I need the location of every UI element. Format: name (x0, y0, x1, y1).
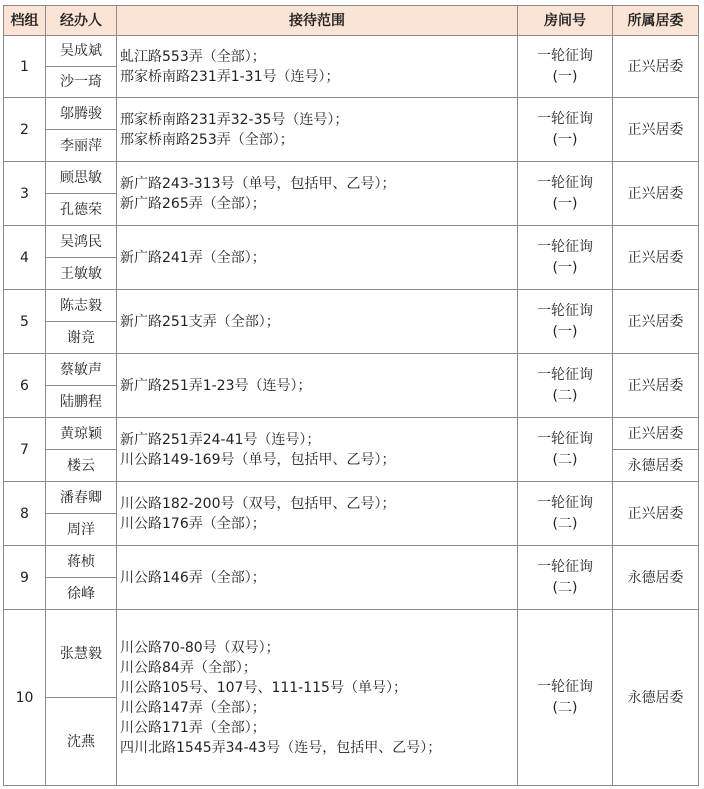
scope-line: 新广路243-313号（单号，包括甲、乙号）； (120, 175, 396, 192)
room-line: (二) (552, 515, 578, 532)
room-line: (二) (552, 699, 578, 716)
room-line: 一轮征询 (537, 366, 593, 383)
room-line: 一轮征询 (537, 238, 593, 255)
room-number (518, 354, 613, 418)
room-line: 一轮征询 (537, 47, 593, 64)
group-number: 9 (4, 546, 46, 610)
handler-name: 黄琼颖 (46, 418, 117, 450)
scope-line: 邢家桥南路231弄1-31号（连号）； (120, 68, 340, 85)
room-line: (一) (552, 195, 578, 212)
scope-line: 邢家桥南路253弄（全部）； (120, 131, 294, 148)
committee-name: 正兴居委 (613, 482, 699, 546)
handler-name: 张慧毅 (46, 610, 117, 698)
scope-line: 四川北路1545弄34-43号（连号，包括甲、乙号）； (120, 739, 442, 756)
room-line: (一) (552, 323, 578, 340)
scope-line: 新广路251弄24-41号（连号）； (120, 431, 321, 448)
handler-name: 王敏敏 (46, 258, 117, 290)
group-number: 5 (4, 290, 46, 354)
scope-line: 邢家桥南路231弄32-35号（连号）； (120, 111, 349, 128)
room-line: 一轮征询 (537, 110, 593, 127)
room-line: 一轮征询 (537, 174, 593, 191)
handler-name: 吴鸿民 (46, 226, 117, 258)
room-line: (二) (552, 579, 578, 596)
room-line: 一轮征询 (537, 494, 593, 511)
handler-name: 楼云 (46, 450, 117, 482)
room-number (518, 98, 613, 162)
room-line: (二) (552, 451, 578, 468)
header-group: 档组 (4, 6, 46, 36)
room-number (518, 610, 613, 786)
table-row (4, 546, 699, 578)
committee-name: 正兴居委 (613, 226, 699, 290)
group-number: 10 (4, 610, 46, 786)
handler-name: 李丽萍 (46, 130, 117, 162)
handler-name: 陆鹏程 (46, 386, 117, 418)
committee-name: 正兴居委 (613, 354, 699, 418)
table-row (4, 290, 699, 322)
room-line: (一) (552, 131, 578, 148)
handler-name: 蔡敏声 (46, 354, 117, 386)
reception-scope (117, 290, 518, 354)
group-number: 3 (4, 162, 46, 226)
scope-line: 川公路171弄（全部）； (120, 719, 266, 736)
group-number: 7 (4, 418, 46, 482)
handler-name: 陈志毅 (46, 290, 117, 322)
room-number (518, 290, 613, 354)
committee-name: 正兴居委 (613, 98, 699, 162)
scope-line: 川公路147弄（全部）； (120, 699, 266, 716)
room-line: (二) (552, 387, 578, 404)
room-line: 一轮征询 (537, 430, 593, 447)
committee-name: 正兴居委 (613, 290, 699, 354)
room-number (518, 418, 613, 482)
header-committee: 所属居委 (613, 6, 699, 36)
table-row (4, 162, 699, 194)
header-handler: 经办人 (46, 6, 117, 36)
header-scope: 接待范围 (117, 6, 518, 36)
room-line: 一轮征询 (537, 558, 593, 575)
reception-scope (117, 610, 518, 786)
reception-scope (117, 482, 518, 546)
reception-scope (117, 98, 518, 162)
reception-scope (117, 226, 518, 290)
group-number: 1 (4, 36, 46, 98)
handler-name: 谢竞 (46, 322, 117, 354)
handler-name: 沈燕 (46, 698, 117, 786)
handler-name: 徐峰 (46, 578, 117, 610)
scope-line: 新广路241弄（全部）； (120, 249, 266, 266)
table-row (4, 482, 699, 514)
scope-line: 川公路146弄（全部）； (120, 569, 266, 586)
room-number (518, 226, 613, 290)
room-line: 一轮征询 (537, 302, 593, 319)
scope-line: 新广路251支弄（全部）； (120, 313, 280, 330)
committee-name: 永德居委 (613, 610, 699, 786)
scope-line: 川公路176弄（全部）； (120, 515, 266, 532)
reception-scope (117, 162, 518, 226)
scope-line: 新广路265弄（全部）； (120, 195, 266, 212)
room-line: (一) (552, 259, 578, 276)
room-line: (一) (552, 68, 578, 85)
reception-scope (117, 36, 518, 98)
reception-scope (117, 546, 518, 610)
scope-line: 川公路149-169号（单号，包括甲、乙号）； (120, 451, 396, 468)
header-room: 房间号 (518, 6, 613, 36)
table-row (4, 354, 699, 386)
handler-name: 孔德荣 (46, 194, 117, 226)
room-line: 一轮征询 (537, 678, 593, 695)
scope-line: 新广路251弄1-23号（连号）； (120, 377, 312, 394)
table-row (4, 610, 699, 698)
reception-table (3, 5, 699, 786)
group-number: 2 (4, 98, 46, 162)
handler-name: 沙一琦 (46, 67, 117, 98)
committee-name: 永德居委 (613, 546, 699, 610)
handler-name: 邬腾骏 (46, 98, 117, 130)
room-number (518, 162, 613, 226)
scope-line: 川公路105号、107号、111-115号（单号）； (120, 679, 407, 696)
room-number (518, 546, 613, 610)
group-number: 6 (4, 354, 46, 418)
reception-scope (117, 418, 518, 482)
handler-name: 潘春卿 (46, 482, 117, 514)
handler-name: 顾思敏 (46, 162, 117, 194)
committee-name: 正兴居委 (613, 418, 699, 450)
handler-name: 周洋 (46, 514, 117, 546)
reception-scope (117, 354, 518, 418)
handler-name: 蒋桢 (46, 546, 117, 578)
table-row (4, 418, 699, 450)
group-number: 8 (4, 482, 46, 546)
group-number: 4 (4, 226, 46, 290)
committee-name: 正兴居委 (613, 36, 699, 98)
table-row (4, 36, 699, 67)
room-number (518, 482, 613, 546)
table-row (4, 226, 699, 258)
scope-line: 川公路84弄（全部）； (120, 659, 257, 676)
committee-name: 永德居委 (613, 450, 699, 482)
scope-line: 川公路70-80号（双号）； (120, 639, 280, 656)
committee-name: 正兴居委 (613, 162, 699, 226)
scope-line: 虬江路553弄（全部）； (120, 48, 266, 65)
header-row (4, 6, 699, 36)
room-number (518, 36, 613, 98)
table-row (4, 98, 699, 130)
handler-name: 吴成斌 (46, 36, 117, 67)
scope-line: 川公路182-200号（双号，包括甲、乙号）； (120, 495, 396, 512)
